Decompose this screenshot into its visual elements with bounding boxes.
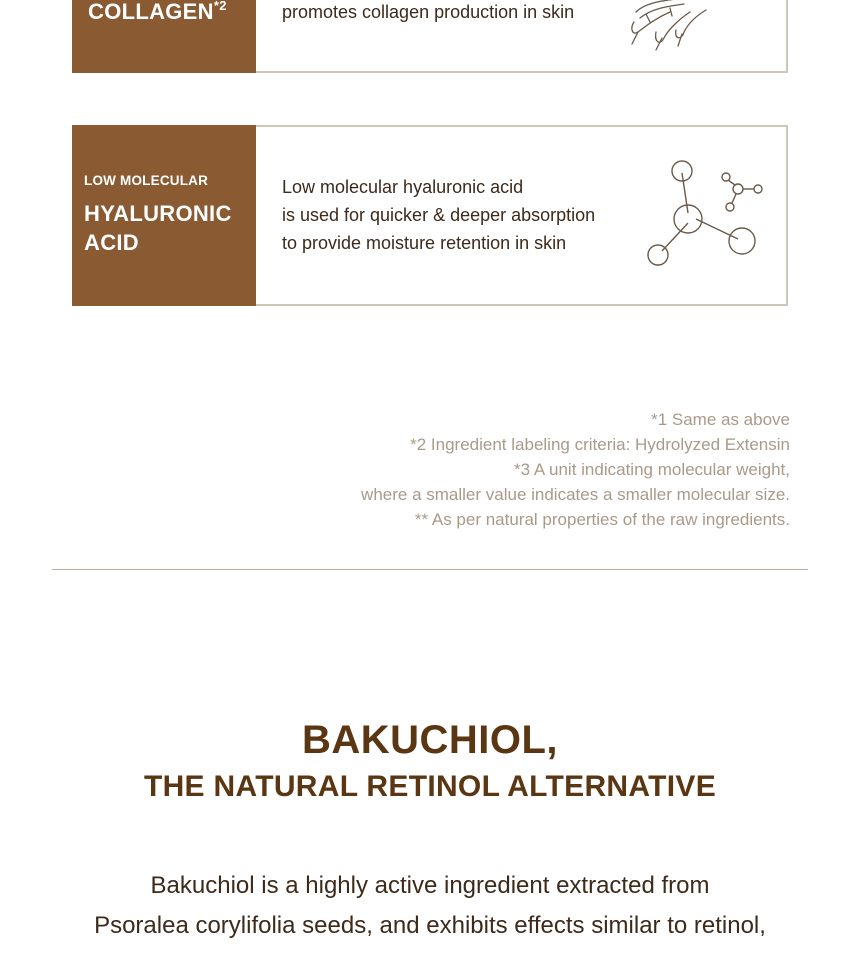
ingredient-subtitle: LOW MOLECULAR bbox=[84, 173, 209, 188]
ingredient-card-collagen bbox=[72, 0, 788, 73]
footnote: *3 A unit indicating molecular weight, bbox=[514, 460, 790, 479]
ingredient-name: HYALURONIC ACID bbox=[84, 201, 232, 255]
ingredient-label bbox=[72, 125, 256, 306]
ingredient-label bbox=[72, 0, 256, 73]
section-divider bbox=[52, 569, 808, 570]
molecule-icon bbox=[636, 157, 766, 277]
footnotes bbox=[361, 407, 790, 532]
section-body: Bakuchiol is a highly active ingredient extracted from Psoralea corylifolia seeds, and exhibits effects similar to retinol, bbox=[94, 872, 766, 939]
ingredient-card-hyaluronic-acid bbox=[72, 125, 788, 306]
footnote: ** As per natural properties of the raw ingredients. bbox=[414, 510, 790, 529]
footnote: *2 Ingredient labeling criteria: Hydrolyzed Extensin bbox=[410, 435, 790, 454]
footnote: where a smaller value indicates a smaller molecular size. bbox=[361, 485, 790, 504]
ginseng-root-icon bbox=[626, 0, 746, 54]
section-title: BAKUCHIOL, bbox=[301, 718, 559, 762]
footnote: *1 Same as above bbox=[651, 410, 790, 429]
section-subtitle: THE NATURAL RETINOL ALTERNATIVE bbox=[143, 770, 717, 803]
ingredient-name: COLLAGEN$^{*2}$ bbox=[88, 0, 227, 24]
ingredient-description: promotes collagen production in skin bbox=[282, 2, 575, 22]
ingredient-description: Low molecular hyaluronic acid is used for quicker & deeper absorption to provide moisture retention in skin bbox=[282, 177, 596, 253]
footnote-marker: *2 bbox=[213, 0, 227, 13]
